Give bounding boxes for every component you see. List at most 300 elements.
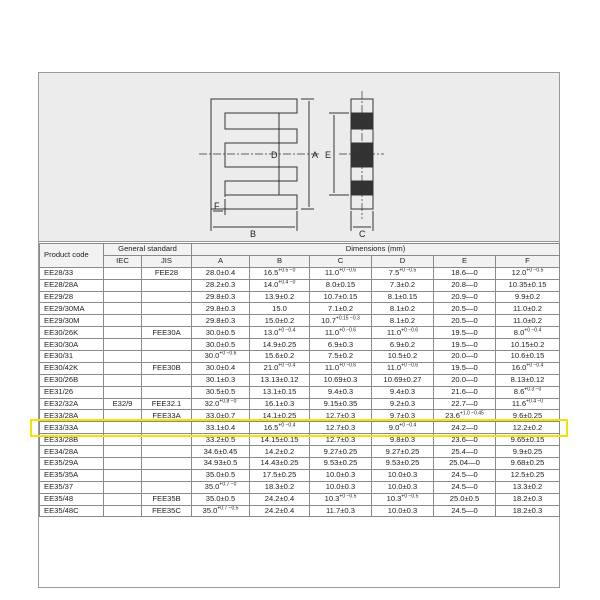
cell-d	[372, 351, 434, 363]
cell-jis	[142, 505, 192, 517]
cell-value: 13.0	[263, 327, 279, 337]
cell-value: 23.6	[445, 410, 460, 420]
cell-value: 34.93±0.5	[203, 458, 238, 468]
cell-c	[310, 351, 372, 363]
cell-value: 9.6±0.25	[512, 410, 543, 420]
cell-b	[250, 315, 310, 327]
tolerance: +0 −0.6	[339, 267, 357, 274]
cell-value: 9.8±0.3	[389, 434, 416, 444]
cell-value: 16.5	[263, 268, 279, 278]
cell-value: EE32/32A	[44, 399, 79, 409]
cell-iec	[104, 398, 142, 410]
cell-value: 30.1±0.3	[205, 375, 236, 385]
cell-value: 35.0±0.5	[205, 470, 236, 480]
cell-value: 20.0—0	[451, 351, 478, 361]
cell-b	[250, 410, 310, 422]
cell-value: FEE30B	[152, 363, 181, 373]
cell-jis	[142, 362, 192, 374]
cell-value: 24.2±0.4	[264, 506, 295, 516]
cell-a	[192, 351, 250, 363]
cell-iec	[104, 469, 142, 481]
cell-value: 30.0±0.5	[205, 339, 236, 349]
cell-value: 28.0±0.4	[205, 268, 236, 278]
cell-a	[192, 458, 250, 470]
table-row	[40, 446, 560, 458]
cell-code	[40, 505, 104, 517]
cell-iec	[104, 458, 142, 470]
cell-iec	[104, 410, 142, 422]
cell-b	[250, 267, 310, 279]
cell-value: EE30/30A	[44, 339, 79, 349]
cell-a	[192, 267, 250, 279]
cell-value: 18.3±0.2	[264, 482, 295, 492]
cell-a	[192, 315, 250, 327]
cell-jis	[142, 374, 192, 386]
cell-f	[496, 410, 560, 422]
cell-code	[40, 386, 104, 398]
cell-a	[192, 374, 250, 386]
cell-value: 17.5±0.25	[262, 470, 297, 480]
cell-value: 9.53±0.25	[385, 458, 420, 468]
table-row	[40, 469, 560, 481]
cell-value: 6.9±0.3	[327, 339, 354, 349]
cell-d	[372, 327, 434, 339]
cell-value: 25.0±0.5	[449, 494, 480, 504]
cell-f	[496, 303, 560, 315]
tolerance: +0 −0.6	[219, 350, 237, 357]
cell-c	[310, 458, 372, 470]
cell-f	[496, 446, 560, 458]
cell-value: 28.2±0.3	[205, 280, 236, 290]
cell-value: 10.15±0.2	[510, 339, 545, 349]
table-row	[40, 327, 560, 339]
cell-iec	[104, 339, 142, 351]
cell-a	[192, 279, 250, 291]
cell-code	[40, 398, 104, 410]
cell-b	[250, 303, 310, 315]
cell-c	[310, 469, 372, 481]
cell-value: 10.5±0.2	[387, 351, 418, 361]
table-row	[40, 315, 560, 327]
cell-c	[310, 339, 372, 351]
cell-value: 24.5—0	[451, 482, 478, 492]
cell-value: EE34/28A	[44, 446, 79, 456]
cell-c	[310, 267, 372, 279]
cell-value: 6.9±0.2	[389, 339, 416, 349]
cell-c	[310, 410, 372, 422]
cell-iec	[104, 434, 142, 446]
cell-value: 15.6±0.2	[264, 351, 295, 361]
tolerance: +0.4 −0	[526, 398, 544, 405]
cell-d	[372, 493, 434, 505]
cell-value: 11.0	[324, 327, 340, 337]
label-b: B	[250, 229, 257, 239]
table-row	[40, 458, 560, 470]
cell-jis	[142, 327, 192, 339]
cell-iec	[104, 481, 142, 493]
cell-e	[434, 362, 496, 374]
cell-d	[372, 315, 434, 327]
cell-value: 8.1±0.2	[389, 303, 416, 313]
cell-value: 19.5—0	[451, 339, 478, 349]
cell-value: 24.5—0	[451, 470, 478, 480]
cell-f	[496, 481, 560, 493]
cell-d	[372, 267, 434, 279]
cell-a	[192, 410, 250, 422]
cell-d	[372, 446, 434, 458]
cell-value: 7.5	[388, 268, 400, 278]
dimensions-table	[39, 243, 560, 517]
tolerance: +0.3 −0	[524, 386, 542, 393]
cell-c	[310, 327, 372, 339]
cell-e	[434, 267, 496, 279]
cell-iec	[104, 267, 142, 279]
cell-b	[250, 458, 310, 470]
cell-value: FEE28	[154, 268, 179, 278]
cell-value: EE29/28	[44, 292, 74, 301]
cell-e	[434, 458, 496, 470]
cell-value: 8.6	[513, 387, 525, 397]
cell-f	[496, 422, 560, 434]
cell-value: FEE32.1	[151, 399, 182, 409]
table-row	[40, 291, 560, 303]
cell-value: 9.4±0.3	[389, 387, 416, 397]
cell-a	[192, 339, 250, 351]
cell-iec	[104, 362, 142, 374]
cell-value: 10.7±0.15	[323, 292, 358, 301]
table-body	[40, 267, 560, 517]
cell-c	[310, 505, 372, 517]
cell-code	[40, 267, 104, 279]
cell-value: 18.2±0.3	[512, 494, 543, 504]
cell-value: 11.0±0.2	[513, 303, 542, 313]
cell-jis	[142, 469, 192, 481]
cell-value: 12.7±0.3	[325, 410, 356, 420]
cell-value: 20.5—0	[451, 303, 478, 313]
cell-b	[250, 374, 310, 386]
cell-f	[496, 493, 560, 505]
cell-iec	[104, 493, 142, 505]
col-e-header: E	[434, 255, 496, 267]
cell-jis	[142, 303, 192, 315]
cell-c	[310, 315, 372, 327]
product-code-header: Product code	[40, 244, 104, 268]
iec-header: IEC	[104, 255, 142, 267]
cell-value: EE33/28B	[44, 434, 79, 444]
table-row	[40, 422, 560, 434]
cell-code	[40, 327, 104, 339]
cell-value: EE35/37	[44, 482, 74, 492]
cell-value: 9.9±0.2	[514, 292, 541, 301]
cell-value: 24.5—0	[451, 506, 478, 516]
cell-d	[372, 291, 434, 303]
cell-value: FEE35C	[152, 506, 181, 516]
table-row	[40, 505, 560, 517]
cell-value: 12.7±0.3	[325, 434, 356, 444]
table-row	[40, 493, 560, 505]
tolerance: +0 −0.5	[526, 267, 544, 274]
cell-value: 24.2±0.4	[264, 494, 295, 504]
cell-a	[192, 386, 250, 398]
cell-e	[434, 434, 496, 446]
cell-code	[40, 434, 104, 446]
cell-a	[192, 481, 250, 493]
cell-a	[192, 291, 250, 303]
cell-jis	[142, 351, 192, 363]
cell-value: 9.65±0.15	[510, 434, 545, 444]
cell-f	[496, 339, 560, 351]
cell-value: 23.6—0	[451, 434, 478, 444]
cell-e	[434, 446, 496, 458]
table-row	[40, 303, 560, 315]
cell-value: 11.7±0.3	[326, 506, 355, 516]
cell-f	[496, 386, 560, 398]
cell-value: 14.0	[263, 280, 279, 290]
cell-value: EE30/26B	[44, 375, 79, 385]
cell-c	[310, 362, 372, 374]
cell-jis	[142, 410, 192, 422]
cell-e	[434, 327, 496, 339]
cell-f	[496, 434, 560, 446]
cell-e	[434, 493, 496, 505]
tolerance: +0 −0.6	[339, 327, 357, 334]
cell-b	[250, 351, 310, 363]
cell-value: 12.2±0.2	[512, 422, 543, 432]
tolerance: +0.7 −0.5	[217, 505, 239, 512]
cell-b	[250, 362, 310, 374]
table-row	[40, 410, 560, 422]
cell-value: 33.2±0.5	[205, 434, 236, 444]
cell-iec	[104, 279, 142, 291]
cell-value: 19.5—0	[451, 363, 478, 373]
cell-jis	[142, 434, 192, 446]
cell-f	[496, 458, 560, 470]
cell-a	[192, 434, 250, 446]
label-d: D	[271, 150, 278, 160]
cell-iec	[104, 327, 142, 339]
cell-value: 20.5—0	[451, 315, 478, 325]
cell-value: EE33/33A	[44, 422, 79, 432]
cell-f	[496, 279, 560, 291]
cell-value: 8.1±0.2	[389, 315, 416, 325]
tolerance: +0 −0.4	[278, 362, 296, 369]
cell-value: EE29/30M	[44, 315, 80, 325]
table-row	[40, 339, 560, 351]
cell-value: 13.9±0.2	[264, 292, 295, 301]
cell-d	[372, 469, 434, 481]
cell-jis	[142, 493, 192, 505]
general-standard-header: General standard	[104, 244, 192, 256]
cell-value: 35.0	[204, 482, 220, 492]
table-row	[40, 279, 560, 291]
cell-value: 9.53±0.25	[323, 458, 358, 468]
tolerance: +0 −0.4	[278, 327, 296, 334]
cell-b	[250, 469, 310, 481]
cell-jis	[142, 481, 192, 493]
tolerance: +0.15 −0.3	[335, 315, 360, 322]
cell-value: 29.8±0.3	[205, 315, 236, 325]
cell-value: 14.15±0.15	[260, 434, 299, 444]
cell-code	[40, 351, 104, 363]
cell-a	[192, 398, 250, 410]
cell-value: 11.0	[386, 363, 402, 373]
cell-value: 8.0±0.15	[325, 280, 356, 290]
cell-c	[310, 386, 372, 398]
cell-a	[192, 327, 250, 339]
cell-value: 29.8±0.3	[205, 292, 236, 301]
tolerance: +0.8 −0	[219, 398, 237, 405]
cell-value: 20.8—0	[451, 280, 478, 290]
technical-drawing	[39, 73, 559, 242]
cell-iec	[104, 446, 142, 458]
cell-value: 10.69±0.27	[383, 375, 422, 385]
cell-value: 13.3±0.2	[512, 482, 543, 492]
col-f-header: F	[496, 255, 560, 267]
cell-value: 16.0	[511, 363, 527, 373]
cell-c	[310, 374, 372, 386]
cell-e	[434, 339, 496, 351]
cell-iec	[104, 386, 142, 398]
cell-value: 9.15±0.35	[323, 399, 358, 409]
cell-value: 8.0	[513, 327, 525, 337]
cell-value: 10.3	[386, 494, 402, 504]
cell-value: 16.1±0.3	[264, 399, 295, 409]
cell-code	[40, 493, 104, 505]
table-row	[40, 398, 560, 410]
cell-jis	[142, 398, 192, 410]
cell-e	[434, 410, 496, 422]
cell-code	[40, 422, 104, 434]
cell-d	[372, 410, 434, 422]
cell-e	[434, 398, 496, 410]
cell-value: 9.2±0.3	[389, 399, 416, 409]
cell-value: 10.0±0.3	[387, 506, 418, 516]
cell-code	[40, 339, 104, 351]
cell-value: 11.0	[324, 363, 340, 373]
dimensions-header: Dimensions (mm)	[192, 244, 560, 256]
cell-value: FEE33A	[152, 410, 181, 420]
cell-value: 10.6±0.15	[510, 351, 545, 361]
label-a: A	[312, 150, 319, 160]
cell-c	[310, 279, 372, 291]
cell-value: 9.7±0.3	[389, 410, 416, 420]
cell-a	[192, 493, 250, 505]
cell-a	[192, 303, 250, 315]
cell-iec	[104, 505, 142, 517]
cell-a	[192, 362, 250, 374]
cell-iec	[104, 315, 142, 327]
cell-value: EE29/30MA	[44, 303, 85, 313]
cell-jis	[142, 386, 192, 398]
cell-f	[496, 291, 560, 303]
cell-code	[40, 469, 104, 481]
cell-value: 9.68±0.25	[510, 458, 545, 468]
cell-c	[310, 481, 372, 493]
cell-value: 10.0±0.3	[387, 470, 418, 480]
cell-f	[496, 267, 560, 279]
cell-code	[40, 410, 104, 422]
cell-e	[434, 469, 496, 481]
table-row	[40, 267, 560, 279]
cell-value: EE28/28A	[44, 280, 79, 290]
cell-value: 14.43±0.25	[260, 458, 299, 468]
cell-value: 8.13±0.12	[510, 375, 545, 385]
cell-value: 10.7	[321, 315, 336, 325]
cell-value: 33.0±0.7	[205, 410, 236, 420]
cell-d	[372, 505, 434, 517]
cell-b	[250, 291, 310, 303]
tolerance: +0.7 −0	[219, 481, 237, 488]
cell-b	[250, 339, 310, 351]
cell-c	[310, 446, 372, 458]
cell-value: 30.0	[204, 351, 220, 361]
cell-value: EE31/26	[44, 387, 74, 397]
cell-e	[434, 386, 496, 398]
cell-value: 14.1±0.25	[262, 410, 297, 420]
cell-b	[250, 505, 310, 517]
cell-value: 7.1±0.2	[327, 303, 354, 313]
label-e: E	[325, 150, 332, 160]
cell-value: 7.5±0.2	[327, 351, 354, 361]
cell-value: EE35/48C	[44, 506, 79, 516]
cell-iec	[104, 374, 142, 386]
cell-f	[496, 362, 560, 374]
table-row	[40, 481, 560, 493]
tolerance: +0 −0.4	[526, 362, 544, 369]
cell-code	[40, 303, 104, 315]
cell-value: 10.0±0.3	[325, 470, 356, 480]
cell-b	[250, 481, 310, 493]
jis-header: JIS	[142, 255, 192, 267]
cell-value: 9.27±0.25	[323, 446, 358, 456]
cell-jis	[142, 279, 192, 291]
cell-value: 14.2±0.2	[264, 446, 295, 456]
cell-value: 16.5	[263, 422, 279, 432]
cell-e	[434, 374, 496, 386]
cell-d	[372, 458, 434, 470]
cell-b	[250, 422, 310, 434]
cell-iec	[104, 291, 142, 303]
cell-value: 20.0—0	[451, 375, 478, 385]
cell-value: 18.2±0.3	[512, 506, 543, 516]
cell-iec	[104, 351, 142, 363]
table-row	[40, 434, 560, 446]
cell-value: 12.5±0.25	[510, 470, 545, 480]
cell-f	[496, 505, 560, 517]
cell-value: 9.0	[388, 422, 400, 432]
cell-b	[250, 398, 310, 410]
cell-value: EE33/28A	[44, 410, 79, 420]
tolerance: +0 −0.6	[401, 362, 419, 369]
label-c: C	[359, 229, 366, 239]
cell-value: 22.7—0	[451, 399, 478, 409]
cell-d	[372, 481, 434, 493]
cell-b	[250, 446, 310, 458]
cell-d	[372, 303, 434, 315]
cell-e	[434, 315, 496, 327]
cell-a	[192, 422, 250, 434]
cell-value: 10.69±0.3	[323, 375, 358, 385]
tolerance: +0 −0.5	[401, 493, 419, 500]
cell-value: 9.9±0.25	[512, 446, 543, 456]
table-row	[40, 362, 560, 374]
cell-c	[310, 398, 372, 410]
col-a-header: A	[192, 255, 250, 267]
cell-d	[372, 422, 434, 434]
cell-a	[192, 446, 250, 458]
cell-value: 10.0±0.3	[325, 482, 356, 492]
cell-a	[192, 505, 250, 517]
